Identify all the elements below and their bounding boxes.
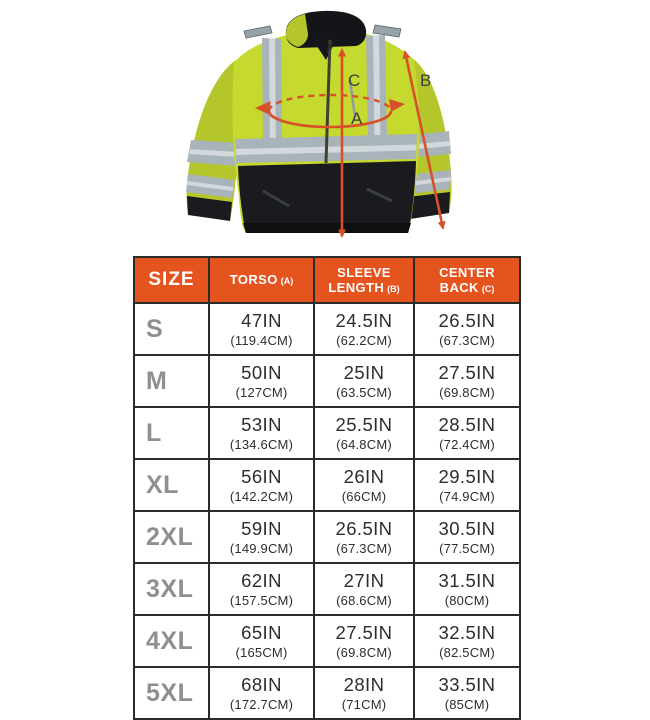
size-label: 2XL	[134, 511, 209, 563]
value-inches: 62IN	[241, 570, 282, 591]
value-inches: 53IN	[241, 414, 282, 435]
back-cell	[414, 303, 520, 355]
sleeve-cell	[314, 563, 414, 615]
col-ref: (C)	[481, 284, 495, 294]
jacket-measurement-diagram	[135, 0, 515, 252]
col-header-size: SIZE	[134, 257, 209, 303]
back-cell	[414, 615, 520, 667]
value-inches: 26IN	[343, 466, 385, 487]
col-header-sleeve	[314, 257, 414, 303]
value-cm: (68.6CM)	[336, 593, 392, 608]
value-cm: (165CM)	[235, 645, 288, 660]
size-table-body	[134, 303, 520, 719]
col-title: TORSO	[229, 272, 278, 288]
col-title: BACK	[439, 280, 479, 295]
value-inches: 56IN	[241, 466, 282, 487]
value-cm: (66CM)	[341, 489, 387, 504]
back-cell	[414, 667, 520, 719]
value-cm: (67.3CM)	[439, 333, 495, 348]
value-inches: 50IN	[241, 362, 282, 383]
torso-cell	[209, 563, 314, 615]
back-cell	[414, 511, 520, 563]
value-cm: (69.8CM)	[336, 645, 392, 660]
torso-cell	[209, 511, 314, 563]
value-inches: 27.5IN	[335, 622, 393, 643]
value-cm: (71CM)	[341, 697, 387, 712]
shoulder-strap-left	[244, 26, 272, 38]
sleeve-cell	[314, 407, 414, 459]
col-header-back	[414, 257, 520, 303]
value-inches: 28IN	[343, 674, 385, 695]
torso-cell	[209, 407, 314, 459]
sleeve-cell	[314, 303, 414, 355]
value-cm: (80CM)	[444, 593, 490, 608]
torso-cell	[209, 459, 314, 511]
value-cm: (72.4CM)	[439, 437, 495, 452]
value-inches: 25IN	[343, 362, 385, 383]
table-row	[134, 667, 520, 719]
col-title: SLEEVE	[337, 264, 391, 280]
table-row	[134, 355, 520, 407]
value-cm: (134.6CM)	[229, 437, 294, 452]
value-inches: 27IN	[343, 570, 385, 591]
value-cm: (69.8CM)	[439, 385, 495, 400]
value-inches: 59IN	[241, 518, 282, 539]
sleeve-cell	[314, 615, 414, 667]
value-inches: 26.5IN	[438, 310, 496, 331]
value-inches: 65IN	[241, 622, 282, 643]
value-inches: 27.5IN	[438, 362, 496, 383]
size-chart-table	[133, 256, 521, 720]
value-inches: 29.5IN	[438, 466, 496, 487]
table-row	[134, 615, 520, 667]
col-ref: (A)	[280, 276, 294, 287]
value-inches: 31.5IN	[438, 570, 496, 591]
size-label: S	[134, 303, 209, 355]
sleeve-cell	[314, 459, 414, 511]
value-cm: (157.5CM)	[229, 593, 294, 608]
col-title: LENGTH	[328, 280, 385, 295]
value-cm: (62.2CM)	[336, 333, 392, 348]
jacket-hem-band	[243, 223, 411, 233]
value-cm: (119.4CM)	[230, 333, 293, 348]
torso-cell	[209, 615, 314, 667]
size-label: M	[134, 355, 209, 407]
measure-label-c: C	[348, 71, 361, 90]
torso-cell	[209, 303, 314, 355]
size-label: 5XL	[134, 667, 209, 719]
sleeve-cell	[314, 667, 414, 719]
value-inches: 25.5IN	[335, 414, 393, 435]
value-inches: 26.5IN	[335, 518, 393, 539]
back-cell	[414, 563, 520, 615]
value-cm: (142.2CM)	[229, 489, 294, 504]
table-row	[134, 563, 520, 615]
back-cell	[414, 459, 520, 511]
table-header	[134, 257, 520, 303]
value-inches: 33.5IN	[438, 674, 496, 695]
table-row	[134, 459, 520, 511]
value-cm: (74.9CM)	[439, 489, 495, 504]
size-label: XL	[134, 459, 209, 511]
back-cell	[414, 355, 520, 407]
back-cell	[414, 407, 520, 459]
sleeve-cell	[314, 355, 414, 407]
value-cm: (64.8CM)	[336, 437, 392, 452]
value-inches: 30.5IN	[438, 518, 496, 539]
value-cm: (127CM)	[235, 385, 288, 400]
value-cm: (85CM)	[444, 697, 490, 712]
torso-cell	[209, 667, 314, 719]
col-ref: (B)	[387, 284, 400, 294]
shoulder-strap-right	[373, 25, 401, 37]
table-row	[134, 303, 520, 355]
torso-cell	[209, 355, 314, 407]
value-cm: (149.9CM)	[229, 541, 294, 556]
size-label: 3XL	[134, 563, 209, 615]
value-cm: (172.7CM)	[229, 697, 294, 712]
table-row	[134, 511, 520, 563]
value-inches: 47IN	[241, 310, 282, 331]
value-inches: 28.5IN	[438, 414, 496, 435]
value-cm: (63.5CM)	[336, 385, 392, 400]
value-cm: (67.3CM)	[336, 541, 392, 556]
col-header-torso	[209, 257, 314, 303]
measure-label-a: A	[351, 109, 363, 128]
value-inches: 24.5IN	[335, 310, 393, 331]
measure-label-b: B	[420, 71, 432, 90]
value-inches: 32.5IN	[438, 622, 496, 643]
sleeve-cell	[314, 511, 414, 563]
size-label: L	[134, 407, 209, 459]
value-inches: 68IN	[241, 674, 282, 695]
reflective-highlight	[269, 38, 276, 140]
value-cm: (82.5CM)	[439, 645, 495, 660]
jacket-lower-panel	[238, 161, 416, 233]
col-title: CENTER	[439, 264, 495, 280]
table-row	[134, 407, 520, 459]
size-label: 4XL	[134, 615, 209, 667]
value-cm: (77.5CM)	[439, 541, 495, 556]
